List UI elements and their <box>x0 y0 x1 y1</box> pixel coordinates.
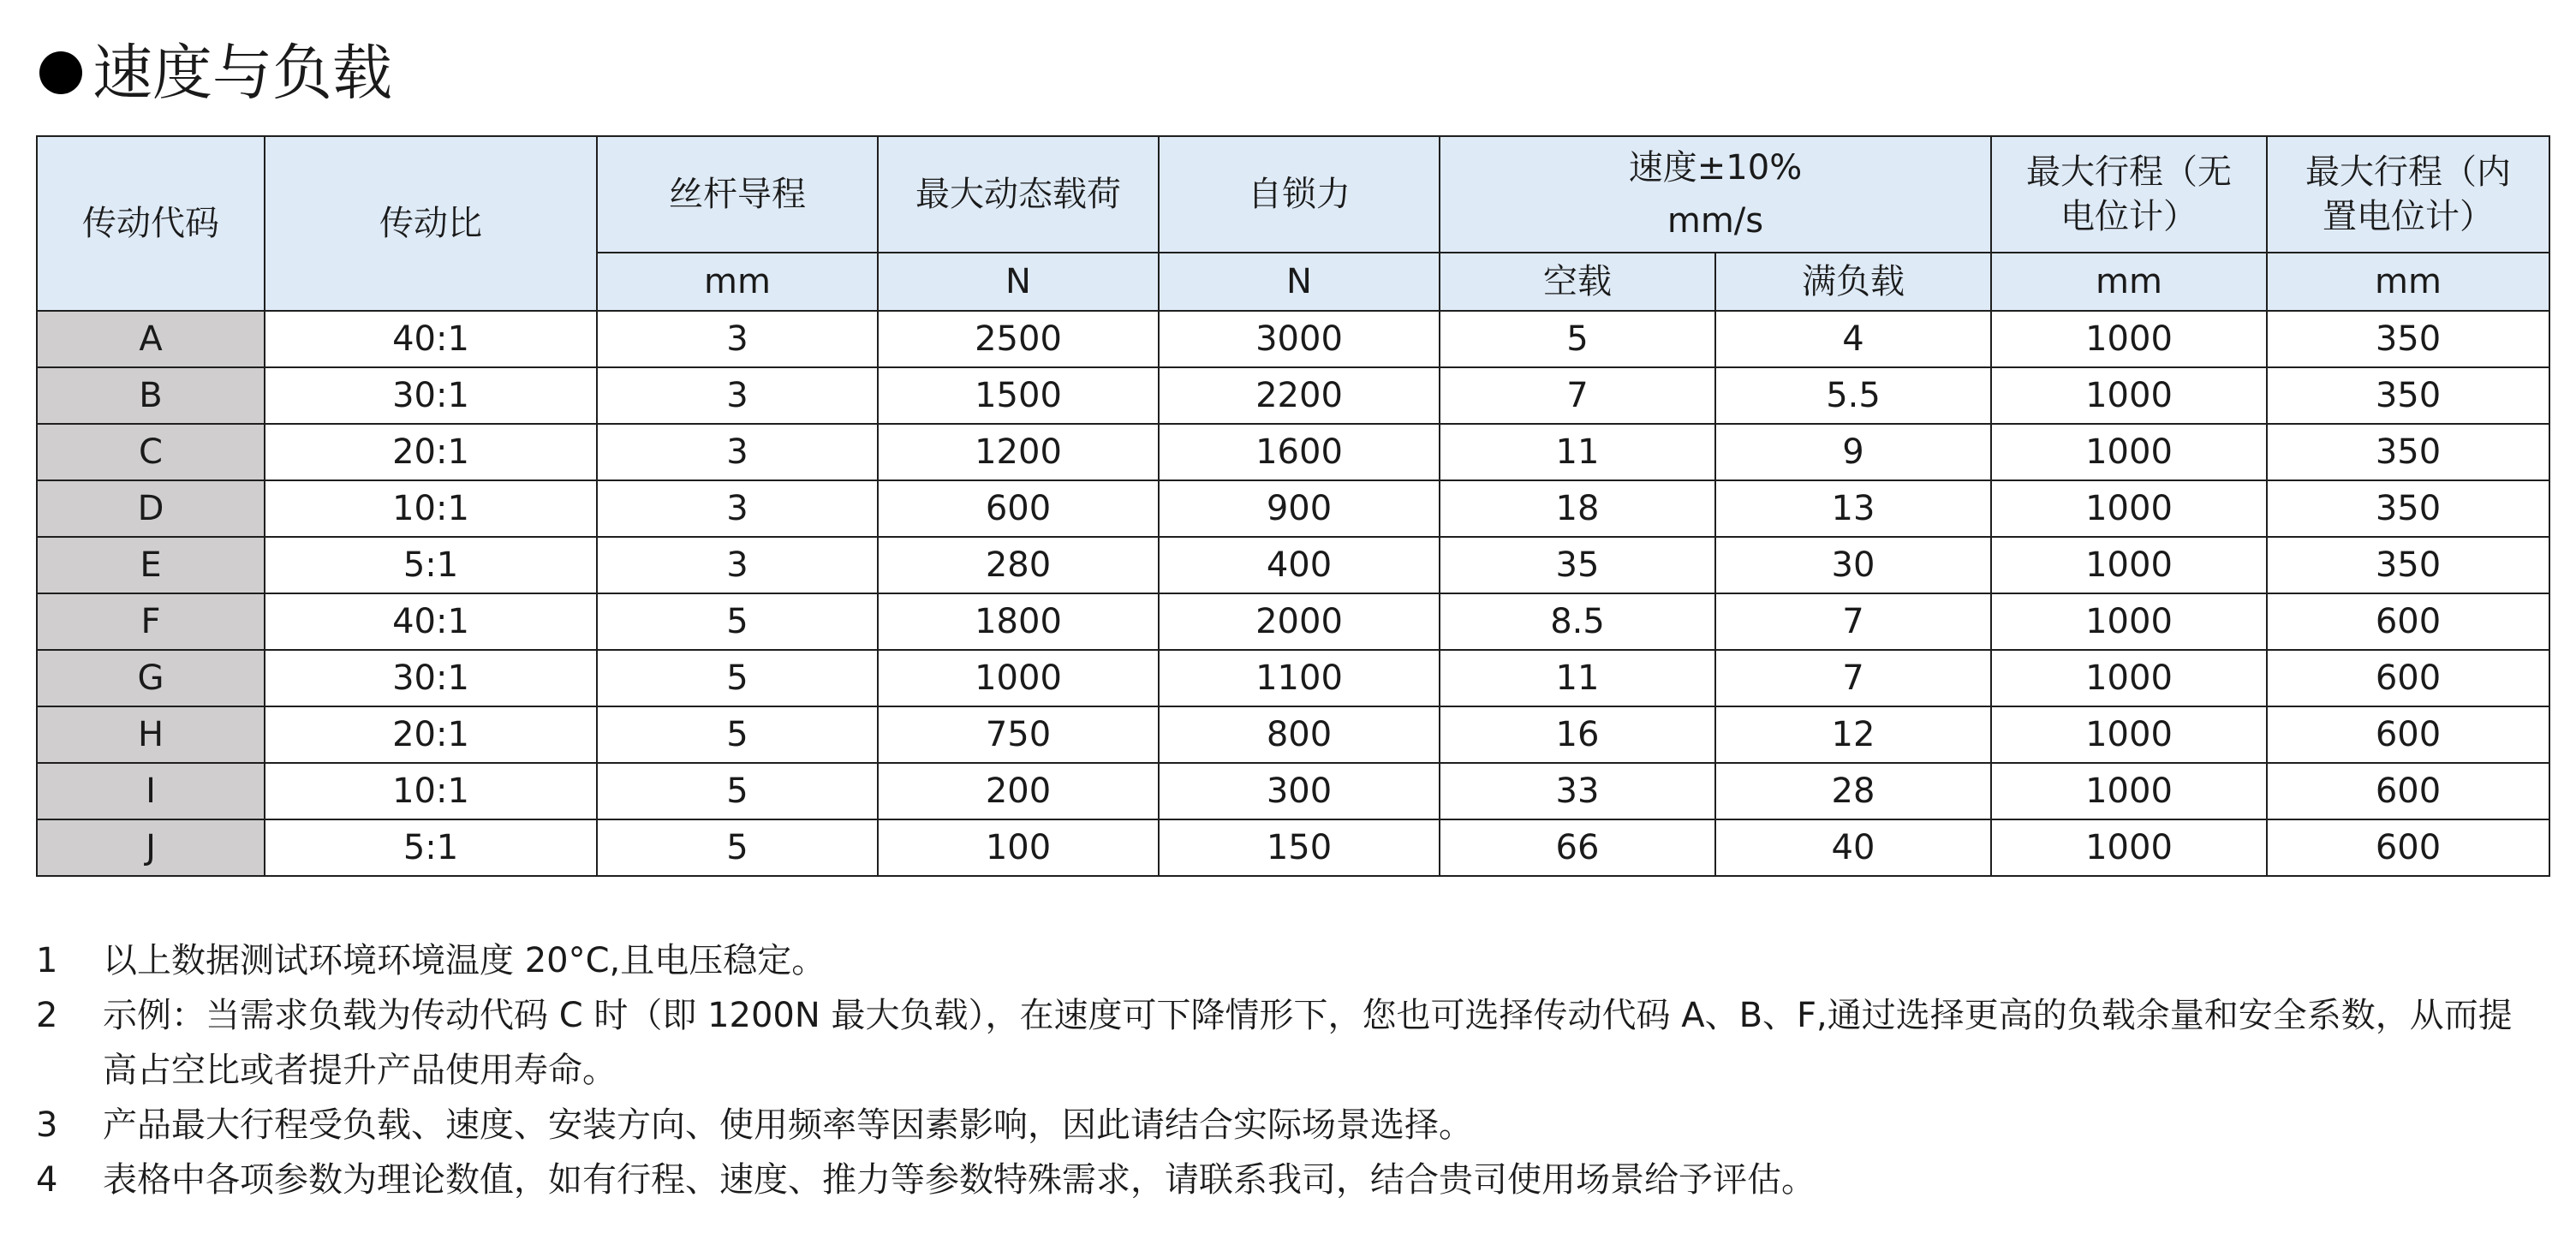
cell-full-load: 7 <box>1715 593 1991 650</box>
cell-stroke-with-pot: 350 <box>2267 367 2549 424</box>
cell-ratio: 30:1 <box>265 650 597 706</box>
header-max-load: 最大动态载荷 <box>878 136 1159 253</box>
cell-code: B <box>37 367 265 424</box>
cell-stroke-no-pot: 1000 <box>1991 650 2267 706</box>
cell-no-load: 8.5 <box>1440 593 1715 650</box>
spec-table <box>36 135 2550 877</box>
cell-lead: 3 <box>597 367 878 424</box>
cell-max-load: 1500 <box>878 367 1159 424</box>
cell-no-load: 33 <box>1440 763 1715 819</box>
cell-stroke-no-pot: 1000 <box>1991 537 2267 593</box>
table-row <box>37 480 2549 537</box>
note-text: 表格中各项参数为理论数值，如有行程、速度、推力等参数特殊需求，请联系我司，结合贵司使用场景给予评估。 <box>103 1160 1816 1200</box>
cell-self-lock: 2000 <box>1159 593 1440 650</box>
cell-ratio: 5:1 <box>265 819 597 876</box>
cell-lead: 5 <box>597 763 878 819</box>
cell-full-load: 7 <box>1715 650 1991 706</box>
header-no-load: 空载 <box>1440 253 1715 311</box>
cell-max-load: 1200 <box>878 424 1159 480</box>
cell-no-load: 7 <box>1440 367 1715 424</box>
cell-stroke-no-pot: 1000 <box>1991 424 2267 480</box>
cell-stroke-no-pot: 1000 <box>1991 367 2267 424</box>
cell-full-load: 5.5 <box>1715 367 1991 424</box>
cell-max-load: 280 <box>878 537 1159 593</box>
cell-self-lock: 900 <box>1159 480 1440 537</box>
cell-ratio: 10:1 <box>265 480 597 537</box>
cell-stroke-with-pot: 350 <box>2267 424 2549 480</box>
note-item <box>36 933 2519 988</box>
cell-ratio: 40:1 <box>265 593 597 650</box>
cell-self-lock: 1600 <box>1159 424 1440 480</box>
cell-full-load: 28 <box>1715 763 1991 819</box>
note-number: 3 <box>36 1105 58 1145</box>
table-row <box>37 706 2549 763</box>
cell-lead: 5 <box>597 706 878 763</box>
header-lead: 丝杆导程 <box>597 136 878 253</box>
bullet-icon <box>39 51 82 94</box>
cell-self-lock: 300 <box>1159 763 1440 819</box>
cell-stroke-with-pot: 350 <box>2267 311 2549 367</box>
cell-lead: 5 <box>597 819 878 876</box>
cell-code: G <box>37 650 265 706</box>
cell-no-load: 66 <box>1440 819 1715 876</box>
cell-ratio: 30:1 <box>265 367 597 424</box>
note-text: 示例：当需求负载为传动代码 C 时（即 1200N 最大负载），在速度可下降情形下，您也可选择传动代码 A、B、F,通过选择更高的负载余量和安全系数，从而提高占空比或者提升产品使用寿命。 <box>103 996 2513 1090</box>
table-row <box>37 367 2549 424</box>
unit-max-load: N <box>878 253 1159 311</box>
unit-stroke-with-pot: mm <box>2267 253 2549 311</box>
cell-code: C <box>37 424 265 480</box>
cell-stroke-with-pot: 350 <box>2267 537 2549 593</box>
cell-self-lock: 400 <box>1159 537 1440 593</box>
cell-full-load: 13 <box>1715 480 1991 537</box>
cell-stroke-with-pot: 600 <box>2267 650 2549 706</box>
header-speed-label: 速度±10% <box>1628 148 1803 188</box>
cell-lead: 3 <box>597 537 878 593</box>
notes-list <box>36 933 2519 1207</box>
cell-ratio: 20:1 <box>265 706 597 763</box>
cell-code: J <box>37 819 265 876</box>
note-number: 2 <box>36 996 58 1035</box>
cell-code: I <box>37 763 265 819</box>
cell-self-lock: 150 <box>1159 819 1440 876</box>
table-row <box>37 424 2549 480</box>
cell-self-lock: 800 <box>1159 706 1440 763</box>
cell-full-load: 9 <box>1715 424 1991 480</box>
cell-stroke-no-pot: 1000 <box>1991 763 2267 819</box>
cell-self-lock: 2200 <box>1159 367 1440 424</box>
header-speed-unit: mm/s <box>1667 201 1764 241</box>
note-item <box>36 988 2519 1098</box>
cell-lead: 5 <box>597 593 878 650</box>
note-number: 1 <box>36 941 58 980</box>
cell-max-load: 100 <box>878 819 1159 876</box>
cell-stroke-with-pot: 600 <box>2267 819 2549 876</box>
table-row <box>37 819 2549 876</box>
table-row <box>37 763 2549 819</box>
cell-stroke-no-pot: 1000 <box>1991 593 2267 650</box>
cell-code: D <box>37 480 265 537</box>
cell-no-load: 5 <box>1440 311 1715 367</box>
cell-lead: 3 <box>597 480 878 537</box>
header-full-load: 满负载 <box>1715 253 1991 311</box>
cell-full-load: 4 <box>1715 311 1991 367</box>
header-speed <box>1440 136 1991 253</box>
table-body <box>37 311 2549 876</box>
header-stroke-with-pot: 最大行程（内置电位计） <box>2267 136 2549 253</box>
cell-no-load: 18 <box>1440 480 1715 537</box>
cell-full-load: 12 <box>1715 706 1991 763</box>
cell-stroke-with-pot: 600 <box>2267 706 2549 763</box>
cell-lead: 3 <box>597 311 878 367</box>
section-title <box>39 34 392 111</box>
cell-stroke-no-pot: 1000 <box>1991 480 2267 537</box>
cell-max-load: 600 <box>878 480 1159 537</box>
cell-no-load: 16 <box>1440 706 1715 763</box>
note-item <box>36 1153 2519 1207</box>
cell-code: H <box>37 706 265 763</box>
cell-stroke-with-pot: 600 <box>2267 593 2549 650</box>
cell-stroke-with-pot: 350 <box>2267 480 2549 537</box>
cell-ratio: 20:1 <box>265 424 597 480</box>
cell-code: F <box>37 593 265 650</box>
cell-full-load: 30 <box>1715 537 1991 593</box>
cell-ratio: 5:1 <box>265 537 597 593</box>
cell-max-load: 1000 <box>878 650 1159 706</box>
cell-self-lock: 1100 <box>1159 650 1440 706</box>
cell-no-load: 11 <box>1440 424 1715 480</box>
header-self-lock: 自锁力 <box>1159 136 1440 253</box>
table-row <box>37 311 2549 367</box>
cell-full-load: 40 <box>1715 819 1991 876</box>
cell-lead: 3 <box>597 424 878 480</box>
unit-self-lock: N <box>1159 253 1440 311</box>
cell-no-load: 11 <box>1440 650 1715 706</box>
cell-lead: 5 <box>597 650 878 706</box>
note-number: 4 <box>36 1160 58 1200</box>
cell-ratio: 10:1 <box>265 763 597 819</box>
cell-code: A <box>37 311 265 367</box>
header-code: 传动代码 <box>37 136 265 311</box>
cell-code: E <box>37 537 265 593</box>
cell-stroke-no-pot: 1000 <box>1991 819 2267 876</box>
table-row <box>37 593 2549 650</box>
cell-no-load: 35 <box>1440 537 1715 593</box>
table-row <box>37 537 2549 593</box>
cell-max-load: 2500 <box>878 311 1159 367</box>
cell-stroke-no-pot: 1000 <box>1991 311 2267 367</box>
cell-ratio: 40:1 <box>265 311 597 367</box>
cell-stroke-with-pot: 600 <box>2267 763 2549 819</box>
unit-stroke-no-pot: mm <box>1991 253 2267 311</box>
header-ratio: 传动比 <box>265 136 597 311</box>
cell-stroke-no-pot: 1000 <box>1991 706 2267 763</box>
cell-max-load: 750 <box>878 706 1159 763</box>
table-header <box>37 136 2549 311</box>
cell-max-load: 200 <box>878 763 1159 819</box>
header-stroke-no-pot: 最大行程（无电位计） <box>1991 136 2267 253</box>
cell-max-load: 1800 <box>878 593 1159 650</box>
note-item <box>36 1098 2519 1153</box>
note-text: 以上数据测试环境环境温度 20°C,且电压稳定。 <box>103 941 826 980</box>
section-title-text: 速度与负载 <box>92 38 392 108</box>
cell-self-lock: 3000 <box>1159 311 1440 367</box>
table-row <box>37 650 2549 706</box>
note-text: 产品最大行程受负载、速度、安装方向、使用频率等因素影响，因此请结合实际场景选择。 <box>103 1105 1473 1145</box>
unit-lead: mm <box>597 253 878 311</box>
